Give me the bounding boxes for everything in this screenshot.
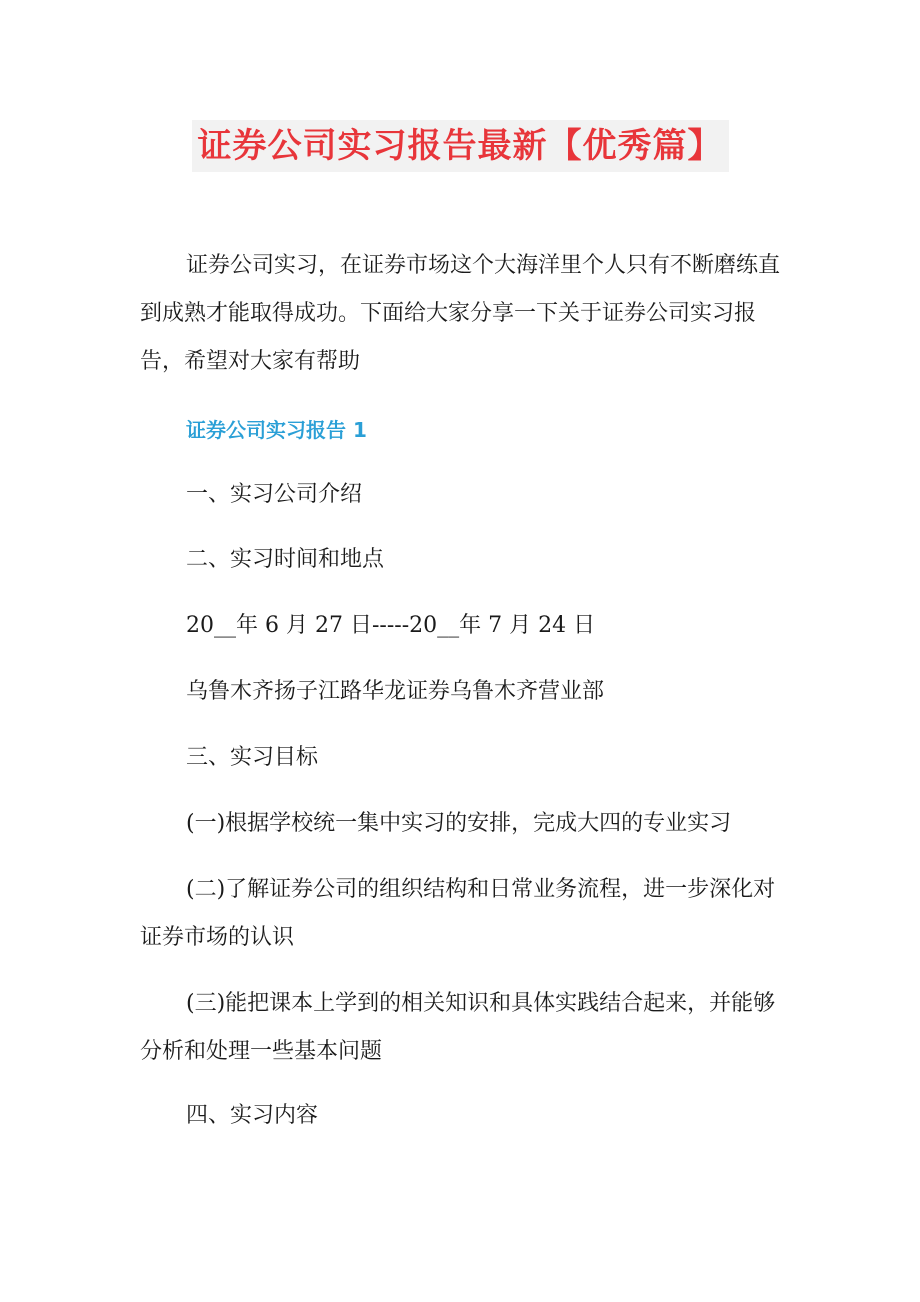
internship-dates: 20__年 6 月 27 日-----20__年 7 月 24 日 [186,613,596,638]
time-place-heading: 二、实习时间和地点 [186,547,385,572]
goal-item-1: (一)根据学校统一集中实习的安排，完成大四的专业实习 [186,811,732,836]
document-title: 证券公司实习报告最新【优秀篇】 [192,120,729,172]
goal-item-3: (三)能把课本上学到的相关知识和具体实践结合起来，并能够分析和处理一些基本问题 [140,991,776,1064]
internship-location: 乌鲁木齐扬子江路华龙证券乌鲁木齐营业部 [186,679,605,704]
company-intro-heading: 一、实习公司介绍 [186,482,363,507]
section-heading: 证券公司实习报告 1 [186,418,367,442]
content-heading: 四、实习内容 [186,1103,319,1128]
goals-heading: 三、实习目标 [186,745,319,770]
title-container [0,120,920,172]
goal-item-2: (二)了解证券公司的组织结构和日常业务流程，进一步深化对证券市场的认识 [140,877,776,950]
intro-paragraph: 证券公司实习，在证券市场这个大海洋里个人只有不断磨练直到成熟才能取得成功。下面给大家分享一下关于证券公司实习报告，希望对大家有帮助 [140,253,781,374]
